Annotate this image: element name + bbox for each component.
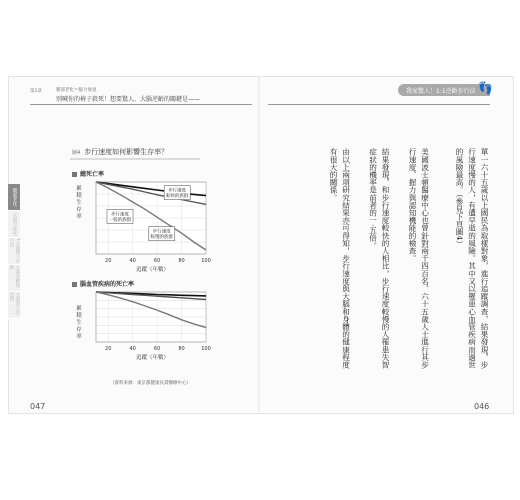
body-paragraph: 結果發現，和步行速度較快的人相比，步行速度較慢的人罹患失智症狀的機率是前者的一·五倍。 <box>368 148 391 369</box>
header-rule-left <box>30 104 252 105</box>
chapter-tab: 大腦逆齡運動 <box>8 265 20 292</box>
page-number-left: 047 <box>30 402 46 411</box>
figure-title-rule <box>70 158 200 160</box>
x-tick-label: 40 <box>129 258 136 264</box>
body-paragraph: 美國波士頓醫療中心也曾針對兩千四百名、六十五歲人士進行其步行速度、握力與認知機能的檢查。 <box>408 148 430 369</box>
header-left-subtitle: 腿部老化＝腦力衰退 <box>56 88 97 93</box>
chapter-tab: 1分鐘驚人步行法 <box>9 238 20 264</box>
chart2-title: 腦血管疾病的死亡率 <box>72 279 134 288</box>
figure-title <box>72 147 168 157</box>
page-number-right: 046 <box>474 402 490 411</box>
chart2-plot <box>88 288 212 352</box>
chapter-tab: 大腦與生活習慣 <box>8 292 20 319</box>
x-tick-label: 80 <box>178 258 185 264</box>
chart1-title: 總死亡率 <box>72 169 104 178</box>
header-right-title: 我家驚人！1:1逆齡步行法 <box>406 88 476 95</box>
x-tick-label: 40 <box>129 346 136 352</box>
series-label-text: 較快的族群 <box>165 194 189 200</box>
x-tick-label: 20 <box>105 346 112 352</box>
x-tick-label: 20 <box>105 258 112 264</box>
chart2-xlabel: 追蹤（年數） <box>136 355 170 361</box>
figure-number: 圖4 <box>72 150 81 156</box>
series-label-text: 步行速度 <box>111 212 129 218</box>
series-label-text: 步行速度 <box>152 229 171 235</box>
x-tick-label: 60 <box>153 346 161 352</box>
book-spine <box>258 76 260 412</box>
header-rule-right <box>268 104 490 105</box>
series-label-text: 步行速度 <box>168 188 187 194</box>
header-left-title: 別喊你的椅子殺死！想要驚人、大腦逆齡的關鍵是—— <box>56 96 201 103</box>
chart2-ylabel: 累積生存率 <box>76 306 82 340</box>
chart1-ylabel: 累積生存率 <box>76 186 82 220</box>
figure-title-text: 步行速度如何影響生存率？ <box>84 148 169 156</box>
series-label-text: 較慢的族群 <box>150 235 174 241</box>
series-label-text: 一般的族群 <box>108 217 132 223</box>
chapter-tab: 大腦年輕化 <box>8 211 20 238</box>
chart1-xlabel: 追蹤（年數） <box>136 267 170 273</box>
body-text <box>320 148 490 370</box>
chapter-tabs <box>8 184 20 319</box>
header-chapter: 第1章 <box>30 89 42 94</box>
footprint-icon: 👣 <box>478 81 493 95</box>
chart1-plot <box>88 178 212 264</box>
body-paragraph: 單一六十五歲以上國民為取樣對象，進行追蹤調查，結果發現，步行速度慢的人，有遭早逝的風險。其中又以罹患心血管疾病而過世的風險最高。（參見下頁圖4） <box>455 148 489 369</box>
x-tick-label: 60 <box>153 258 161 264</box>
figure-source: （資料來源：東京都健康長壽醫療中心） <box>110 381 191 386</box>
x-tick-label: 100 <box>201 258 211 264</box>
chapter-tab: 腿部老化 <box>8 184 20 211</box>
x-tick-label: 80 <box>178 346 185 352</box>
header-right-banner <box>398 84 490 96</box>
x-tick-label: 100 <box>201 346 211 352</box>
body-paragraph: 由以上兩項研究結果亦可得知，步行速度與大腦和身體的健康程度有很大的關係。 <box>329 148 351 369</box>
